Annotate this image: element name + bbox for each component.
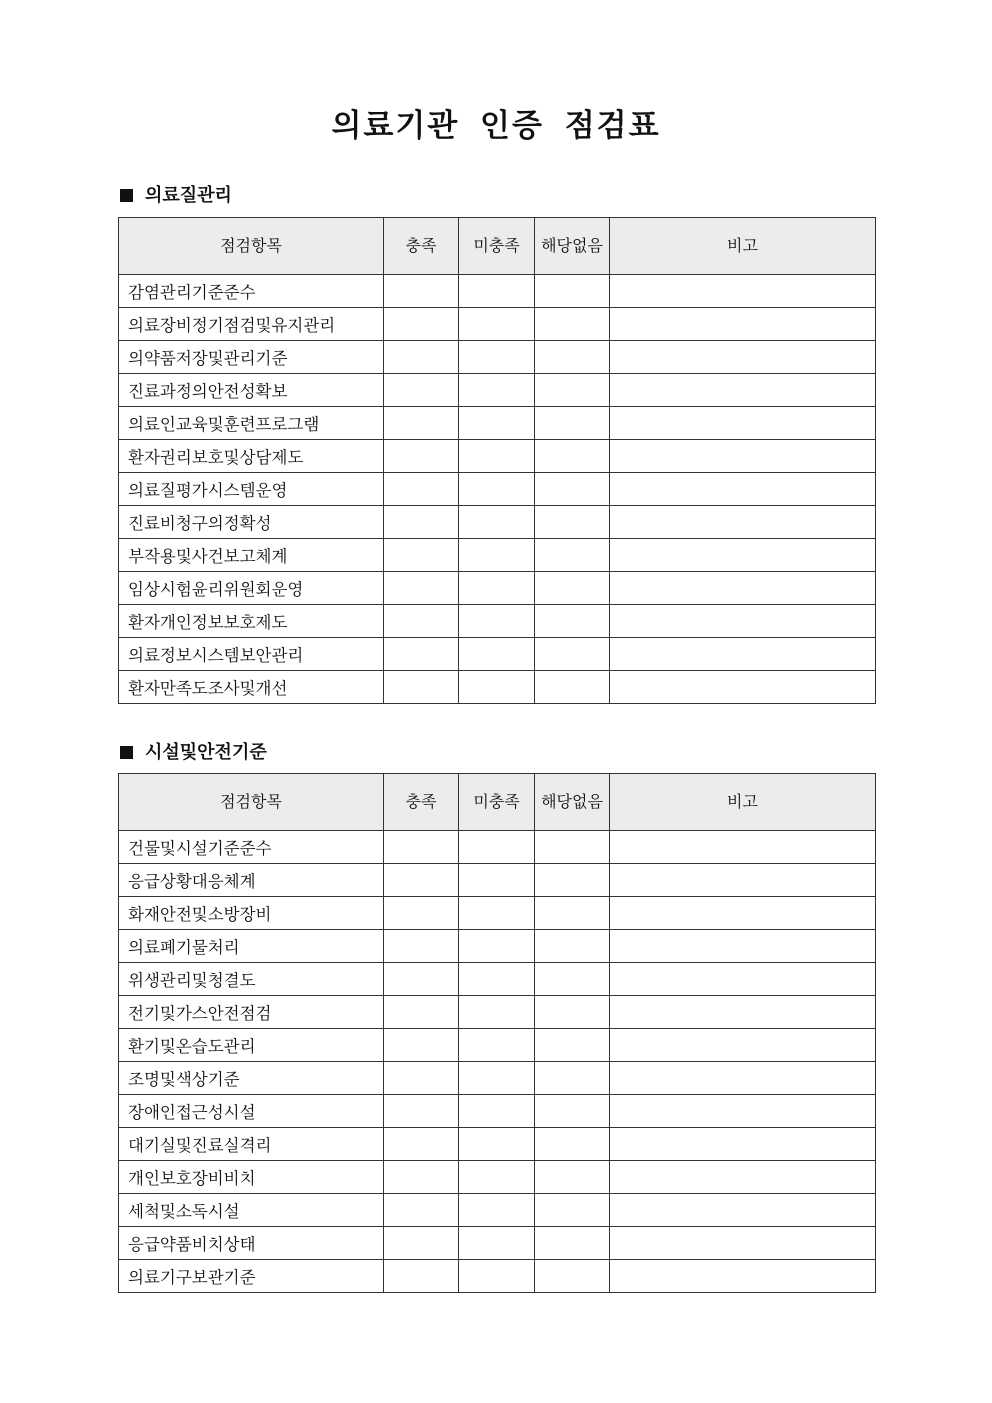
item-name-cell: 의료폐기물처리 bbox=[119, 930, 384, 963]
table-row bbox=[119, 930, 876, 963]
not-met-check-cell[interactable] bbox=[459, 1194, 535, 1227]
table-row bbox=[119, 897, 876, 930]
not-met-check-cell[interactable] bbox=[459, 605, 535, 638]
item-name-cell: 감염관리기준준수 bbox=[119, 275, 384, 308]
not-met-check-cell[interactable] bbox=[459, 963, 535, 996]
met-check-cell[interactable] bbox=[384, 374, 459, 407]
met-check-cell[interactable] bbox=[384, 1161, 459, 1194]
remarks-cell[interactable] bbox=[610, 374, 876, 407]
item-name-cell: 환자권리보호및상담제도 bbox=[119, 440, 384, 473]
remarks-cell[interactable] bbox=[610, 407, 876, 440]
not-met-check-cell[interactable] bbox=[459, 831, 535, 864]
column-header-remarks: 비고 bbox=[610, 774, 876, 831]
met-check-cell[interactable] bbox=[384, 1260, 459, 1293]
table-row bbox=[119, 572, 876, 605]
met-check-cell[interactable] bbox=[384, 308, 459, 341]
checklist-body-facility-safety bbox=[119, 831, 876, 1293]
remarks-cell[interactable] bbox=[610, 539, 876, 572]
not-applicable-check-cell[interactable] bbox=[535, 638, 610, 671]
column-header-remarks: 비고 bbox=[610, 218, 876, 275]
not-met-check-cell[interactable] bbox=[459, 1260, 535, 1293]
table-row bbox=[119, 440, 876, 473]
not-applicable-check-cell[interactable] bbox=[535, 897, 610, 930]
not-met-check-cell[interactable] bbox=[459, 864, 535, 897]
not-met-check-cell[interactable] bbox=[459, 539, 535, 572]
item-name-cell: 진료과정의안전성확보 bbox=[119, 374, 384, 407]
table-row bbox=[119, 308, 876, 341]
met-check-cell[interactable] bbox=[384, 473, 459, 506]
not-applicable-check-cell[interactable] bbox=[535, 407, 610, 440]
item-name-cell: 의료장비정기점검및유지관리 bbox=[119, 308, 384, 341]
remarks-cell[interactable] bbox=[610, 1062, 876, 1095]
remarks-cell[interactable] bbox=[610, 1260, 876, 1293]
not-met-check-cell[interactable] bbox=[459, 506, 535, 539]
not-applicable-check-cell[interactable] bbox=[535, 473, 610, 506]
section-heading-label: 시설및안전기준 bbox=[145, 742, 267, 763]
not-met-check-cell[interactable] bbox=[459, 897, 535, 930]
column-header-not-applicable: 해당없음 bbox=[535, 218, 610, 275]
not-applicable-check-cell[interactable] bbox=[535, 1062, 610, 1095]
item-name-cell: 임상시험윤리위원회운영 bbox=[119, 572, 384, 605]
section-heading-quality bbox=[120, 184, 232, 208]
square-bullet-icon bbox=[120, 189, 133, 202]
remarks-cell[interactable] bbox=[610, 930, 876, 963]
table-row bbox=[119, 831, 876, 864]
table-header-row bbox=[119, 218, 876, 275]
remarks-cell[interactable] bbox=[610, 831, 876, 864]
table-row bbox=[119, 671, 876, 704]
table-row bbox=[119, 1227, 876, 1260]
not-applicable-check-cell[interactable] bbox=[535, 275, 610, 308]
not-met-check-cell[interactable] bbox=[459, 996, 535, 1029]
remarks-cell[interactable] bbox=[610, 341, 876, 374]
not-applicable-check-cell[interactable] bbox=[535, 539, 610, 572]
table-row bbox=[119, 473, 876, 506]
not-met-check-cell[interactable] bbox=[459, 275, 535, 308]
not-applicable-check-cell[interactable] bbox=[535, 996, 610, 1029]
table-row bbox=[119, 1194, 876, 1227]
remarks-cell[interactable] bbox=[610, 275, 876, 308]
remarks-cell[interactable] bbox=[610, 473, 876, 506]
section-heading-facility-safety bbox=[120, 741, 267, 765]
not-applicable-check-cell[interactable] bbox=[535, 831, 610, 864]
met-check-cell[interactable] bbox=[384, 539, 459, 572]
met-check-cell[interactable] bbox=[384, 1062, 459, 1095]
table-row bbox=[119, 1095, 876, 1128]
column-header-not-met: 미충족 bbox=[459, 218, 535, 275]
not-applicable-check-cell[interactable] bbox=[535, 506, 610, 539]
item-name-cell: 건물및시설기준준수 bbox=[119, 831, 384, 864]
not-met-check-cell[interactable] bbox=[459, 638, 535, 671]
not-met-check-cell[interactable] bbox=[459, 308, 535, 341]
not-applicable-check-cell[interactable] bbox=[535, 671, 610, 704]
met-check-cell[interactable] bbox=[384, 831, 459, 864]
not-applicable-check-cell[interactable] bbox=[535, 1194, 610, 1227]
met-check-cell[interactable] bbox=[384, 1194, 459, 1227]
table-row bbox=[119, 605, 876, 638]
item-name-cell: 응급약품비치상태 bbox=[119, 1227, 384, 1260]
item-name-cell: 의료기구보관기준 bbox=[119, 1260, 384, 1293]
table-row bbox=[119, 1260, 876, 1293]
column-header-met: 충족 bbox=[384, 774, 459, 831]
item-name-cell: 화재안전및소방장비 bbox=[119, 897, 384, 930]
table-row bbox=[119, 864, 876, 897]
not-applicable-check-cell[interactable] bbox=[535, 572, 610, 605]
table-header-row bbox=[119, 774, 876, 831]
remarks-cell[interactable] bbox=[610, 963, 876, 996]
item-name-cell: 의료질평가시스템운영 bbox=[119, 473, 384, 506]
item-name-cell: 의료정보시스템보안관리 bbox=[119, 638, 384, 671]
met-check-cell[interactable] bbox=[384, 407, 459, 440]
not-met-check-cell[interactable] bbox=[459, 473, 535, 506]
remarks-cell[interactable] bbox=[610, 605, 876, 638]
table-row bbox=[119, 1128, 876, 1161]
table-row bbox=[119, 963, 876, 996]
table-row bbox=[119, 275, 876, 308]
met-check-cell[interactable] bbox=[384, 897, 459, 930]
met-check-cell[interactable] bbox=[384, 605, 459, 638]
checklist-table-quality bbox=[118, 217, 876, 704]
not-met-check-cell[interactable] bbox=[459, 930, 535, 963]
met-check-cell[interactable] bbox=[384, 572, 459, 605]
met-check-cell[interactable] bbox=[384, 506, 459, 539]
not-applicable-check-cell[interactable] bbox=[535, 1227, 610, 1260]
met-check-cell[interactable] bbox=[384, 440, 459, 473]
met-check-cell[interactable] bbox=[384, 963, 459, 996]
checklist-table-facility-safety bbox=[118, 773, 876, 1293]
table-row bbox=[119, 341, 876, 374]
not-applicable-check-cell[interactable] bbox=[535, 864, 610, 897]
met-check-cell[interactable] bbox=[384, 341, 459, 374]
item-name-cell: 대기실및진료실격리 bbox=[119, 1128, 384, 1161]
item-name-cell: 부작용및사건보고체계 bbox=[119, 539, 384, 572]
column-header-not-applicable: 해당없음 bbox=[535, 774, 610, 831]
met-check-cell[interactable] bbox=[384, 1029, 459, 1062]
item-name-cell: 장애인접근성시설 bbox=[119, 1095, 384, 1128]
remarks-cell[interactable] bbox=[610, 671, 876, 704]
remarks-cell[interactable] bbox=[610, 897, 876, 930]
not-applicable-check-cell[interactable] bbox=[535, 341, 610, 374]
item-name-cell: 의약품저장및관리기준 bbox=[119, 341, 384, 374]
met-check-cell[interactable] bbox=[384, 671, 459, 704]
met-check-cell[interactable] bbox=[384, 930, 459, 963]
item-name-cell: 진료비청구의정확성 bbox=[119, 506, 384, 539]
table-row bbox=[119, 1029, 876, 1062]
table-row bbox=[119, 996, 876, 1029]
not-met-check-cell[interactable] bbox=[459, 1095, 535, 1128]
not-applicable-check-cell[interactable] bbox=[535, 440, 610, 473]
not-met-check-cell[interactable] bbox=[459, 1062, 535, 1095]
not-met-check-cell[interactable] bbox=[459, 1161, 535, 1194]
item-name-cell: 조명및색상기준 bbox=[119, 1062, 384, 1095]
item-name-cell: 전기및가스안전점검 bbox=[119, 996, 384, 1029]
item-name-cell: 의료인교육및훈련프로그램 bbox=[119, 407, 384, 440]
not-met-check-cell[interactable] bbox=[459, 671, 535, 704]
item-name-cell: 응급상황대응체계 bbox=[119, 864, 384, 897]
table-row bbox=[119, 539, 876, 572]
table-row bbox=[119, 506, 876, 539]
met-check-cell[interactable] bbox=[384, 864, 459, 897]
table-row bbox=[119, 1062, 876, 1095]
not-applicable-check-cell[interactable] bbox=[535, 308, 610, 341]
column-header-met: 충족 bbox=[384, 218, 459, 275]
remarks-cell[interactable] bbox=[610, 1194, 876, 1227]
table-row bbox=[119, 1161, 876, 1194]
remarks-cell[interactable] bbox=[610, 506, 876, 539]
not-met-check-cell[interactable] bbox=[459, 407, 535, 440]
item-name-cell: 위생관리및청결도 bbox=[119, 963, 384, 996]
not-applicable-check-cell[interactable] bbox=[535, 374, 610, 407]
not-applicable-check-cell[interactable] bbox=[535, 930, 610, 963]
table-row bbox=[119, 407, 876, 440]
met-check-cell[interactable] bbox=[384, 1227, 459, 1260]
met-check-cell[interactable] bbox=[384, 1095, 459, 1128]
met-check-cell[interactable] bbox=[384, 996, 459, 1029]
table-row bbox=[119, 638, 876, 671]
not-applicable-check-cell[interactable] bbox=[535, 1095, 610, 1128]
square-bullet-icon bbox=[120, 746, 133, 759]
checklist-body-quality bbox=[119, 275, 876, 704]
remarks-cell[interactable] bbox=[610, 638, 876, 671]
met-check-cell[interactable] bbox=[384, 275, 459, 308]
document-title: 의료기관 인증 점검표 bbox=[331, 108, 661, 144]
remarks-cell[interactable] bbox=[610, 864, 876, 897]
not-applicable-check-cell[interactable] bbox=[535, 1128, 610, 1161]
met-check-cell[interactable] bbox=[384, 1128, 459, 1161]
not-applicable-check-cell[interactable] bbox=[535, 1161, 610, 1194]
remarks-cell[interactable] bbox=[610, 572, 876, 605]
met-check-cell[interactable] bbox=[384, 638, 459, 671]
not-applicable-check-cell[interactable] bbox=[535, 605, 610, 638]
not-met-check-cell[interactable] bbox=[459, 1227, 535, 1260]
not-met-check-cell[interactable] bbox=[459, 341, 535, 374]
not-applicable-check-cell[interactable] bbox=[535, 963, 610, 996]
not-met-check-cell[interactable] bbox=[459, 572, 535, 605]
item-name-cell: 개인보호장비비치 bbox=[119, 1161, 384, 1194]
column-header-item: 점검항목 bbox=[119, 218, 384, 275]
not-met-check-cell[interactable] bbox=[459, 440, 535, 473]
remarks-cell[interactable] bbox=[610, 1128, 876, 1161]
not-met-check-cell[interactable] bbox=[459, 374, 535, 407]
not-applicable-check-cell[interactable] bbox=[535, 1029, 610, 1062]
remarks-cell[interactable] bbox=[610, 308, 876, 341]
remarks-cell[interactable] bbox=[610, 440, 876, 473]
remarks-cell[interactable] bbox=[610, 1227, 876, 1260]
column-header-item: 점검항목 bbox=[119, 774, 384, 831]
item-name-cell: 세척및소독시설 bbox=[119, 1194, 384, 1227]
remarks-cell[interactable] bbox=[610, 996, 876, 1029]
not-applicable-check-cell[interactable] bbox=[535, 1260, 610, 1293]
remarks-cell[interactable] bbox=[610, 1095, 876, 1128]
section-heading-label: 의료질관리 bbox=[145, 185, 232, 206]
remarks-cell[interactable] bbox=[610, 1029, 876, 1062]
item-name-cell: 환자만족도조사및개선 bbox=[119, 671, 384, 704]
column-header-not-met: 미충족 bbox=[459, 774, 535, 831]
not-met-check-cell[interactable] bbox=[459, 1029, 535, 1062]
table-row bbox=[119, 374, 876, 407]
item-name-cell: 환기및온습도관리 bbox=[119, 1029, 384, 1062]
remarks-cell[interactable] bbox=[610, 1161, 876, 1194]
item-name-cell: 환자개인정보보호제도 bbox=[119, 605, 384, 638]
not-met-check-cell[interactable] bbox=[459, 1128, 535, 1161]
